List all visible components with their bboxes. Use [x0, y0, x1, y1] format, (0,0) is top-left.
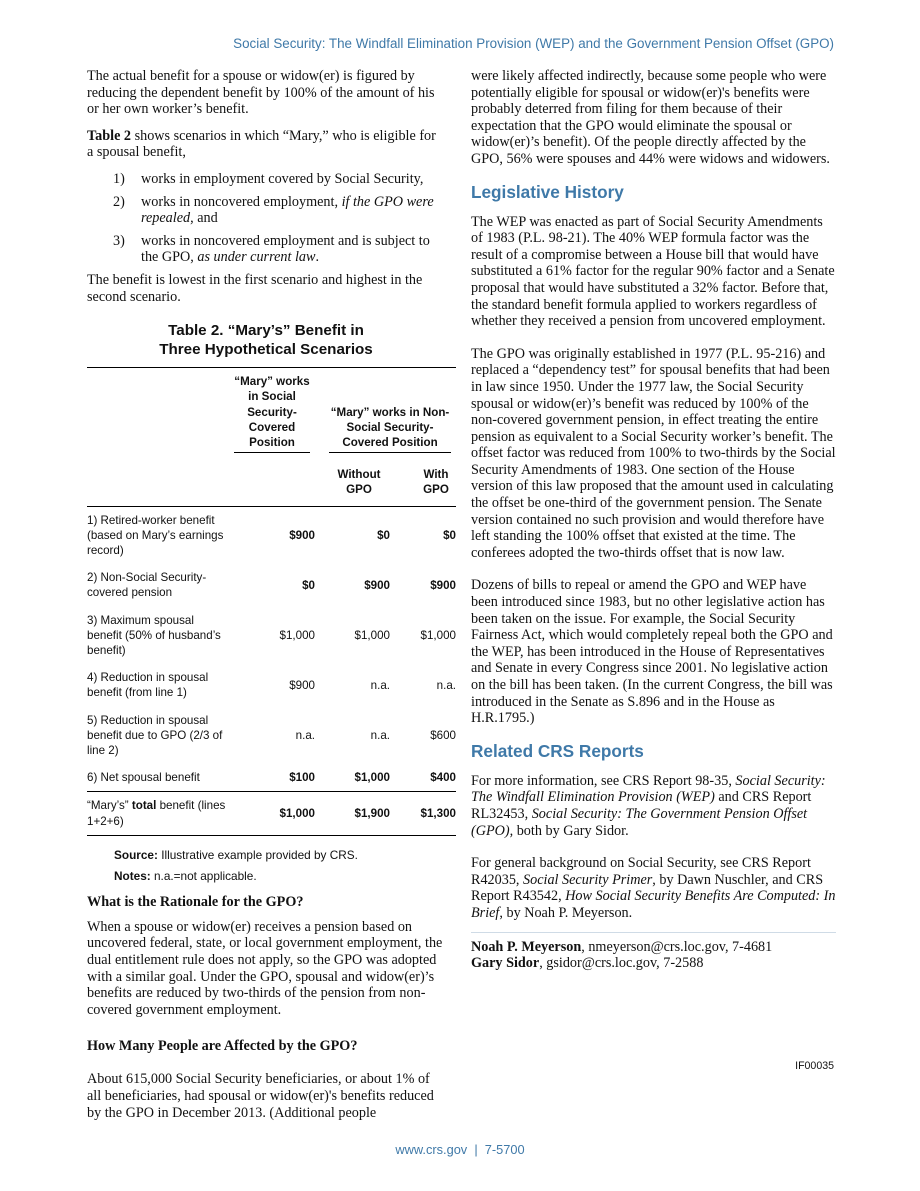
- list-italic: as under current law: [197, 249, 316, 266]
- table-total-row: [87, 792, 456, 835]
- table-title-line1: Table 2. “Mary’s” Benefit in: [168, 322, 364, 340]
- row-label: 6) Net spousal benefit: [87, 771, 200, 785]
- value-with-gpo: $600: [430, 728, 456, 742]
- total-label: [87, 792, 229, 835]
- table-notes: [87, 848, 445, 884]
- heading-affected: How Many People are Affected by the GPO?: [87, 1038, 358, 1055]
- left-column: [87, 68, 456, 1131]
- value-with-gpo: $400: [430, 771, 456, 785]
- heading-related-reports: Related CRS Reports: [471, 740, 644, 761]
- paragraph-leg-2: The GPO was originally established in 1977 (P.L. 95-216) and replaced a “dependency test” for spousal benefits that had been in law since 1950. Under the 1977 law, the Social Security spousal or widow(er)’s benefit was reduced by 100% of the non-covered government pension, in effect treating the entire pension as equivalent to a Social Security worker’s benefit. The offset factor was reduced from 100% to two-thirds by the Social Security Amendments of 1983. One section of the House version of this law proposed that the amount used in calculating the offset be one-third of the government pension. The Senate version contained no such provision and would therefore have left standing the 100% offset that existed at the time. The conferees adopted the two-thirds offset that is now law.: [471, 345, 836, 561]
- source-label: Source:: [114, 847, 158, 862]
- related1-title-gpo: Social Security: The Government Pension Offset (GPO),: [471, 805, 808, 839]
- header-without-gpo: Without GPO: [337, 468, 381, 497]
- list-text: works in noncovered employment and is subject to the GPO,: [141, 232, 430, 266]
- value-without-gpo: $0: [377, 528, 390, 542]
- table-header-row: [87, 368, 456, 454]
- paragraph-actual-benefit: The actual benefit for a spouse or widow(er) is figured by reducing the dependent benefit by 100% of the amount of his or her own worker’s benefit.: [87, 68, 435, 118]
- source-text: Illustrative example provided by CRS.: [157, 847, 358, 862]
- list-text: works in noncovered employment,: [141, 193, 342, 210]
- table-row: [87, 564, 456, 606]
- author-contact: , nmeyerson@crs.loc.gov, 7-4681: [581, 938, 773, 955]
- related2-title-computed: How Social Security Benefits Are Computed: In Brief: [471, 888, 836, 921]
- list-number: 3): [113, 232, 125, 249]
- paragraph-affected-cont: were likely affected indirectly, because some people who were potentially eligible for spousal or widow(er)'s benefits were probably deterred from filing for them because of their expectation that the GPO would eliminate the spousal or widow(er)’s benefit). Of the people directly affected by the GPO, 56% were spouses and 44% were widows and widowers.: [471, 68, 830, 167]
- header-noncovered: “Mary” works in Non-Social Security-Covered Position: [329, 405, 451, 454]
- right-column: [471, 68, 836, 972]
- total-with-gpo: $1,300: [420, 806, 456, 820]
- total-label-bold: total: [131, 799, 157, 813]
- author-name: Gary Sidor: [471, 955, 540, 972]
- related1-text-c: both by Gary Sidor.: [513, 822, 629, 839]
- row-label: 2) Non-Social Security-covered pension: [87, 571, 207, 600]
- table-ref: Table 2: [87, 127, 132, 144]
- list-italic: if the GPO were repealed: [141, 193, 434, 227]
- total-label-post: benefit (lines 1+2+6): [87, 799, 226, 828]
- page-footer: www.crs.gov | 7-5700: [395, 1142, 525, 1157]
- table-row: [87, 764, 456, 792]
- author-gary: [471, 955, 836, 972]
- running-header: Social Security: The Windfall Elimination Provision (WEP) and the Government Pension Offset (GPO): [233, 36, 834, 51]
- related2-text-a: For general background on Social Security, see CRS Report R42035,: [471, 855, 811, 888]
- value-covered: $900: [289, 678, 315, 692]
- author-name: Noah P. Meyerson: [471, 938, 582, 955]
- list-item: [87, 171, 445, 188]
- notes-note: [114, 869, 445, 884]
- table-row: [87, 707, 456, 765]
- table-subheader-row: [87, 453, 456, 506]
- notes-text: n.a.=not applicable.: [150, 868, 257, 883]
- related2-text-b: , by Dawn Nuschler, and CRS Report R43542,: [471, 871, 824, 905]
- table-intro-text: shows scenarios in which “Mary,” who is eligible for a spousal benefit,: [87, 127, 436, 161]
- related1-text-b: and CRS Report RL32453,: [471, 789, 812, 822]
- paragraph-related-2: [471, 855, 836, 921]
- value-with-gpo: $1,000: [420, 628, 456, 642]
- notes-label: Notes:: [114, 868, 151, 883]
- list-number: 1): [113, 170, 125, 187]
- value-covered: $100: [289, 771, 315, 785]
- paragraph-related-1: [471, 773, 836, 839]
- row-label: 5) Reduction in spousal benefit due to GPO (2/3 of line 2): [87, 713, 223, 757]
- heading-legislative-history: Legislative History: [471, 181, 624, 202]
- row-label: 4) Reduction in spousal benefit (from line 1): [87, 671, 209, 700]
- list-tail: , and: [190, 210, 218, 227]
- related1-text-a: For more information, see CRS Report 98-35,: [471, 772, 736, 789]
- related2-text-c: , by Noah P. Meyerson.: [499, 904, 633, 921]
- value-covered: $0: [302, 578, 315, 592]
- table-title: [87, 321, 445, 359]
- related1-title-wep: Social Security: The Windfall Elimination Provision (WEP): [471, 772, 826, 806]
- row-label: 3) Maximum spousal benefit (50% of husband’s benefit): [87, 613, 221, 657]
- value-covered: $1,000: [279, 628, 315, 642]
- header-covered: “Mary” works in Social Security-Covered Position: [234, 374, 310, 453]
- author-noah: [471, 939, 836, 956]
- benefit-table: [87, 367, 456, 836]
- paragraph-table-intro: [87, 128, 445, 161]
- value-without-gpo: $1,000: [354, 771, 390, 785]
- list-item: [87, 194, 445, 227]
- value-without-gpo: n.a.: [370, 728, 390, 742]
- total-without-gpo: $1,900: [354, 806, 390, 820]
- list-number: 2): [113, 193, 125, 210]
- row-label: 1) Retired-worker benefit (based on Mary’s earnings record): [87, 513, 224, 557]
- related2-title-primer: Social Security Primer: [523, 871, 653, 888]
- list-tail: .: [315, 249, 319, 266]
- value-with-gpo: n.a.: [436, 678, 456, 692]
- paragraph-leg-3: Dozens of bills to repeal or amend the GPO and WEP have been introduced since 1983, but no other legislative action has been taken on the issue. For example, the Social Security Fairness Act, which would completely repeal both the GPO and the WEP, has been introduced in the House of Representatives and Senate in every Congress since 2001. No legislative action on the bill has been taken. (In the current Congress, the bill was introduced in the Senate as S.896 and in the House as H.R.1795.): [471, 577, 833, 727]
- value-with-gpo: $900: [430, 578, 456, 592]
- total-covered: $1,000: [279, 806, 315, 820]
- value-covered: $900: [289, 528, 315, 542]
- paragraph-benefit-lowest: The benefit is lowest in the first scenario and highest in the second scenario.: [87, 271, 423, 305]
- value-without-gpo: n.a.: [370, 678, 390, 692]
- paragraph-leg-1: The WEP was enacted as part of Social Security Amendments of 1983 (P.L. 98-21). The 40% WEP formula factor was the result of a compromise between a House bill that would have substituted a 61% factor for the regular 90% factor and a Senate proposal that would have substituted a 32% factor. Before that, the standard benefit formula applied to workers regardless of whether they received a pension from uncovered employment.: [471, 213, 835, 330]
- author-contact: , gsidor@crs.loc.gov, 7-2588: [539, 955, 704, 972]
- table-row: [87, 664, 456, 706]
- table-row: [87, 506, 456, 564]
- list-text: works in employment covered by Social Security,: [141, 170, 424, 187]
- source-note: [114, 848, 445, 863]
- paragraph-rationale: When a spouse or widow(er) receives a pension based on uncovered federal, state, or local government employment, the dual entitlement rule does not apply, so the GPO was adopted with a similar goal. Under the GPO, spousal and widow(er)’s benefits are reduced by two-thirds of the pension from non-covered government employment.: [87, 918, 443, 1018]
- list-item: [87, 233, 445, 266]
- document-code: IF00035: [795, 1060, 834, 1072]
- value-without-gpo: $1,000: [354, 628, 390, 642]
- value-without-gpo: $900: [364, 578, 390, 592]
- total-label-pre: “Mary’s”: [87, 799, 132, 813]
- header-with-gpo: With GPO: [423, 468, 449, 497]
- paragraph-affected: About 615,000 Social Security beneficiaries, or about 1% of all beneficiaries, had spousal or widow(er)'s benefits reduced by the GPO in December 2013. (Additional people: [87, 1071, 434, 1121]
- heading-rationale: What is the Rationale for the GPO?: [87, 893, 304, 910]
- author-divider: [471, 932, 836, 933]
- scenario-list: [87, 171, 445, 266]
- value-covered: n.a.: [295, 728, 315, 742]
- value-with-gpo: $0: [443, 528, 456, 542]
- table-title-line2: Three Hypothetical Scenarios: [159, 341, 373, 359]
- table-row: [87, 607, 456, 665]
